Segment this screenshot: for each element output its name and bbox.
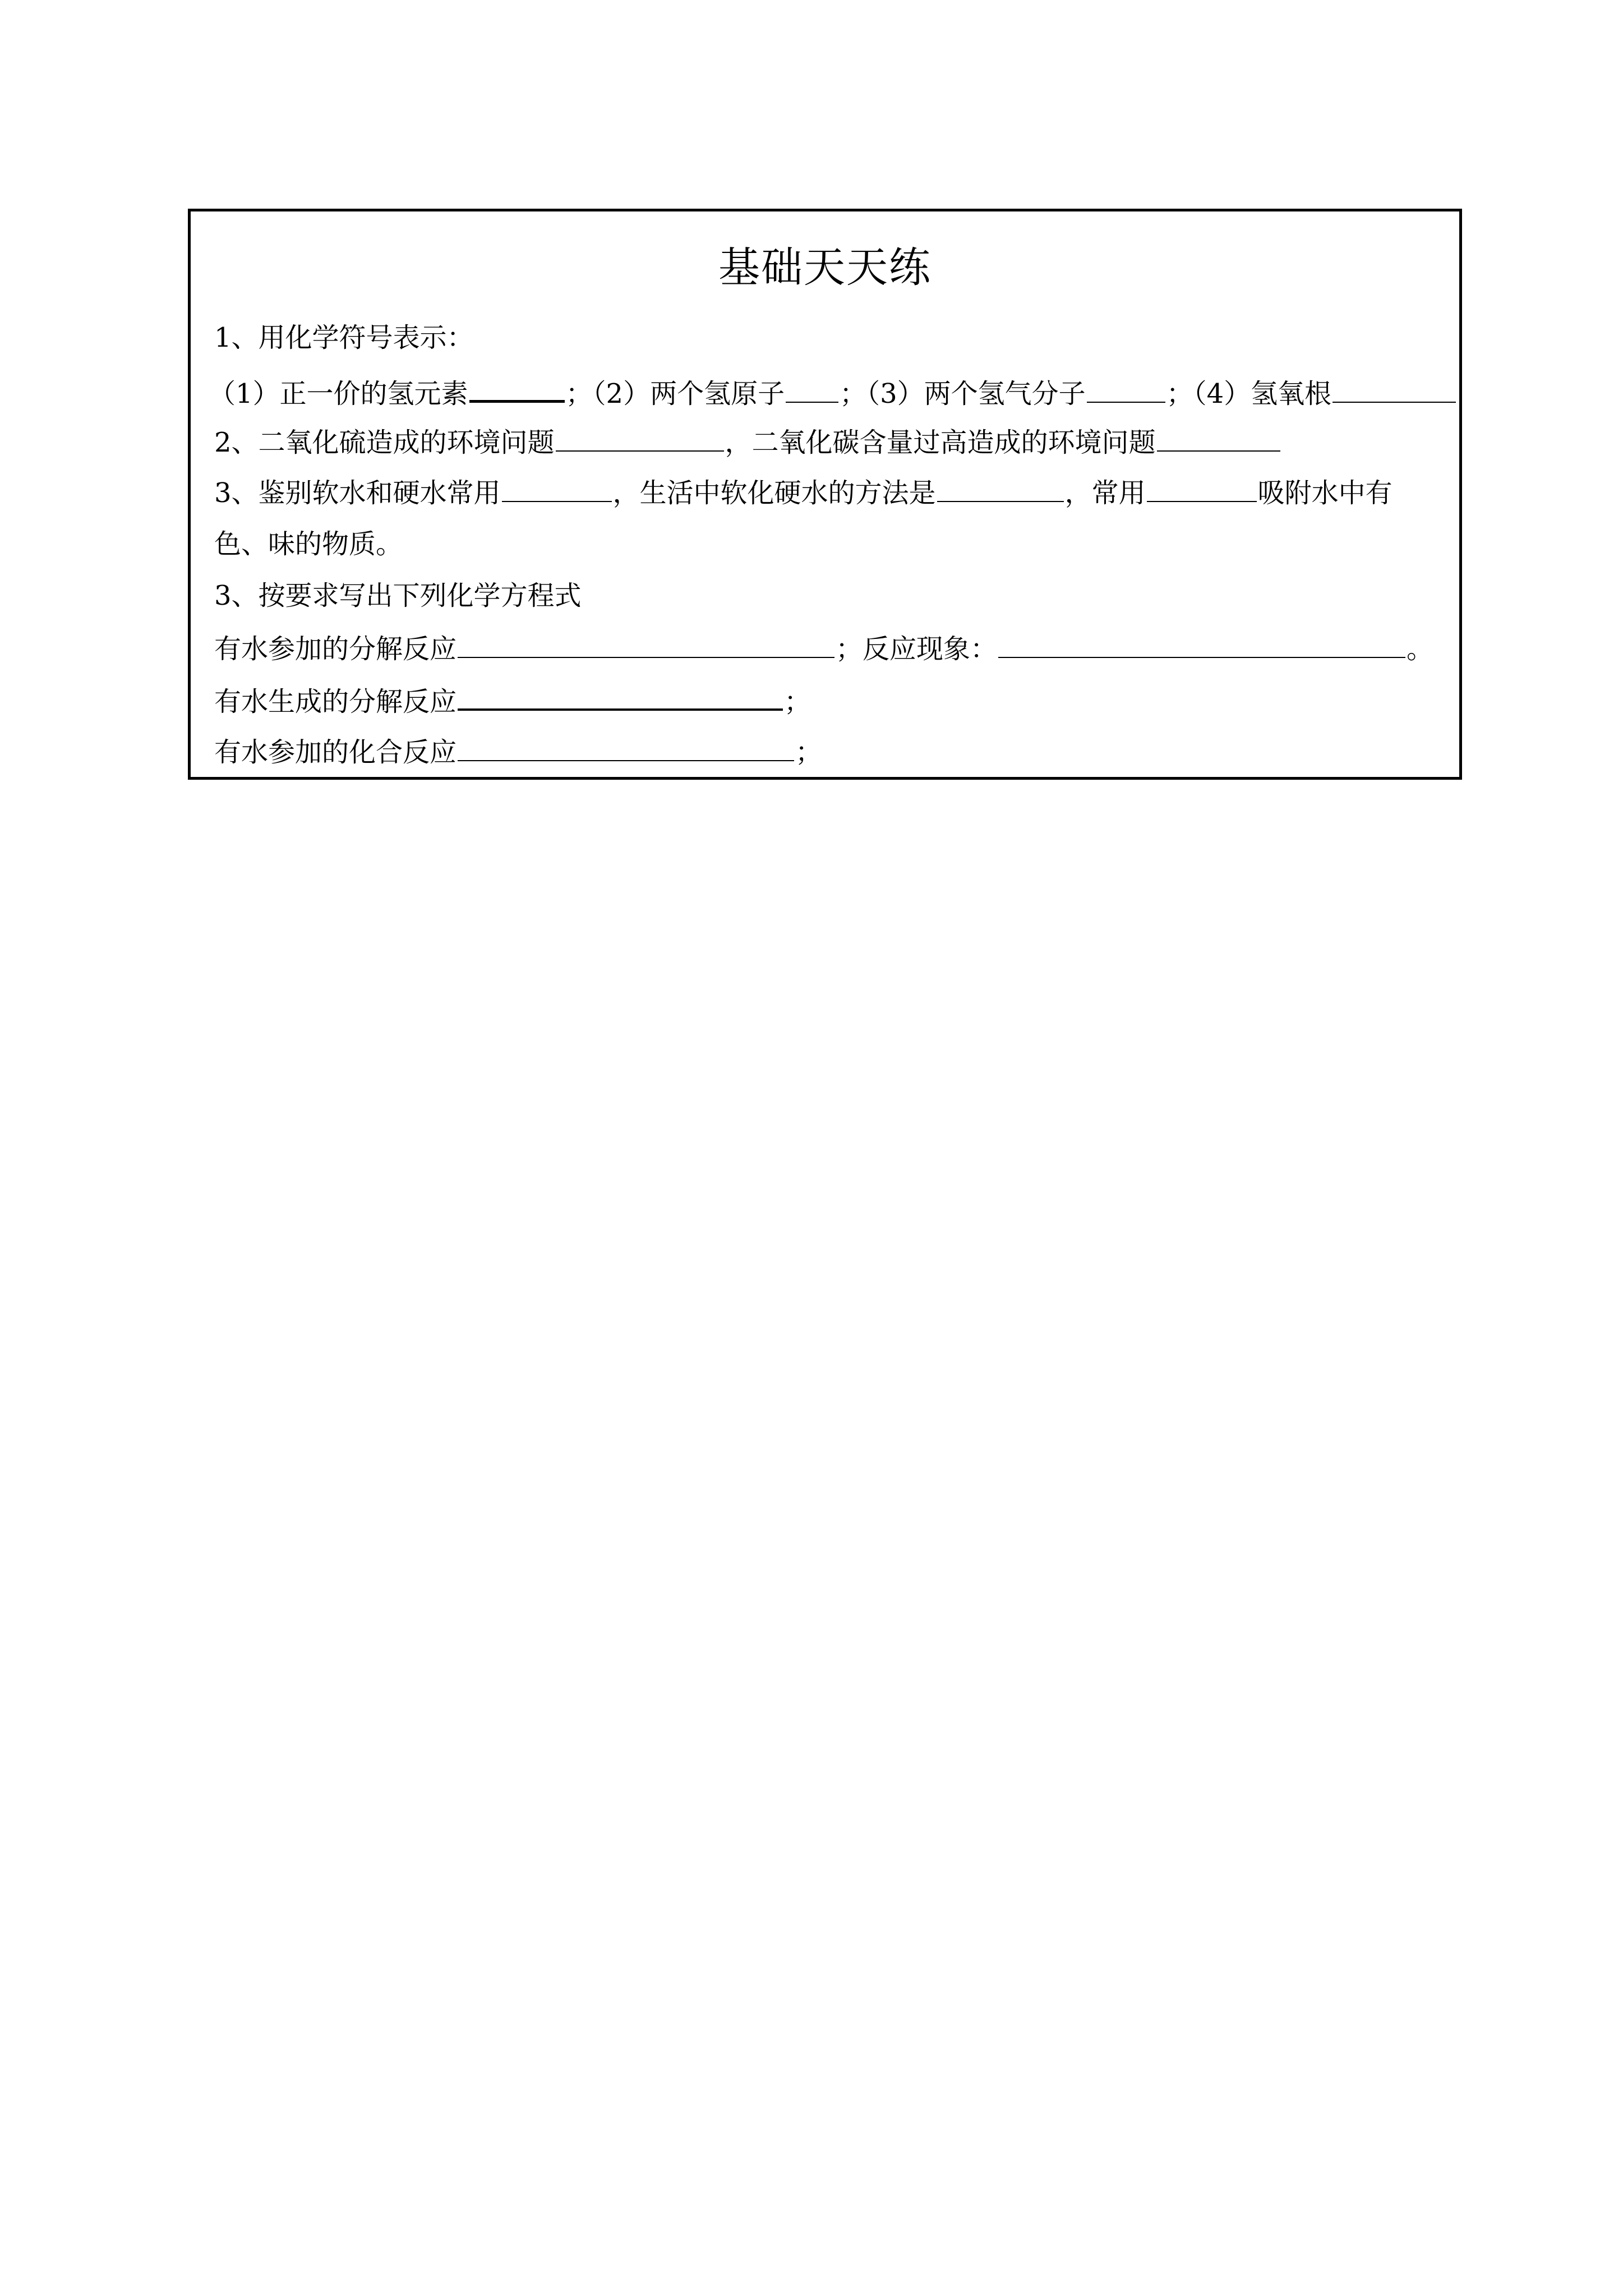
question-4-stem	[214, 579, 582, 613]
question-2	[214, 425, 1281, 459]
q4-stem-text: 3、按要求写出下列化学方程式	[214, 580, 582, 611]
answer-blank-q1-1[interactable]	[469, 374, 565, 403]
question-3-line-1	[214, 475, 1393, 510]
question-1-parts	[209, 374, 1457, 411]
answer-blank-q4-phenomenon[interactable]	[998, 631, 1405, 658]
q2-part2-text: ，二氧化碳含量过高造成的环境问题	[725, 427, 1156, 458]
q3-part1-text: 3、鉴别软水和硬水常用	[214, 477, 501, 509]
question-4-row-3	[214, 734, 822, 769]
q4-row1-phenomenon-label: ；反应现象：	[836, 633, 998, 665]
answer-blank-q1-3[interactable]	[1087, 376, 1165, 403]
answer-blank-q3-2[interactable]	[937, 475, 1064, 502]
page-title: 基础天天练	[718, 243, 932, 292]
exercise-box	[188, 209, 1462, 780]
question-1-stem-text: 1、用化学符号表示：	[214, 322, 474, 353]
q1-part3-text: ；（3）两个氢气分子	[840, 378, 1086, 409]
q1-part1-text: （1）正一价的氢元素	[209, 378, 468, 409]
q4-row1-label: 有水参加的分解反应	[214, 633, 457, 665]
answer-blank-q4-3[interactable]	[458, 734, 794, 761]
q4-row3-end: ；	[795, 737, 823, 768]
q3-part4-text: 吸附水中有	[1257, 477, 1393, 509]
answer-blank-q3-1[interactable]	[502, 475, 612, 502]
q1-part4-text: ；（4）氢氧根	[1166, 378, 1332, 409]
q3-part3-text: ，常用	[1064, 477, 1146, 509]
answer-blank-q4-2[interactable]	[458, 683, 783, 711]
question-4-row-1	[214, 631, 1433, 666]
q4-row2-label: 有水生成的分解反应	[214, 686, 457, 717]
q4-row3-label: 有水参加的化合反应	[214, 737, 457, 768]
question-1-stem	[214, 321, 474, 355]
q2-part1-text: 2、二氧化硫造成的环境问题	[214, 427, 555, 458]
answer-blank-q1-2[interactable]	[786, 376, 838, 403]
answer-blank-q1-4[interactable]	[1332, 376, 1456, 403]
answer-blank-q2-2[interactable]	[1157, 425, 1280, 452]
q4-row1-end: 。	[1407, 633, 1434, 665]
q3-part5-text: 色、味的物质。	[214, 528, 403, 560]
answer-blank-q3-3[interactable]	[1147, 475, 1257, 502]
q1-part2-text: ；（2）两个氢原子	[565, 378, 785, 409]
question-3-line-2	[214, 527, 403, 561]
answer-blank-q2-1[interactable]	[556, 425, 724, 452]
answer-blank-q4-1[interactable]	[458, 631, 834, 658]
q3-part2-text: ，生活中软化硬水的方法是	[612, 477, 936, 509]
question-4-row-2	[214, 683, 811, 719]
q4-row2-end: ；	[784, 686, 811, 717]
